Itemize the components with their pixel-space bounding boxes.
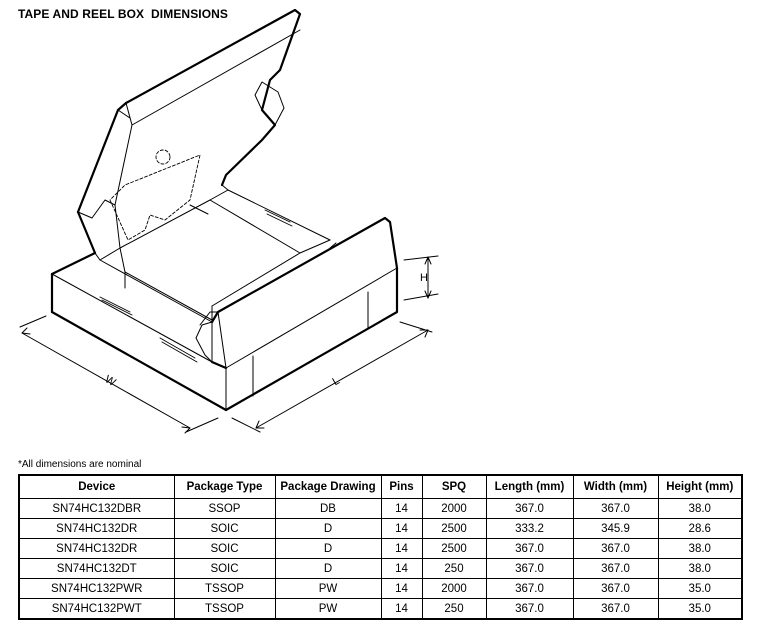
cell-spq: 2500 xyxy=(422,519,486,539)
cell-pins: 14 xyxy=(381,559,422,579)
table-row xyxy=(19,599,742,620)
box-inner-edges xyxy=(52,248,368,410)
box-floor xyxy=(120,190,330,320)
cell-width: 367.0 xyxy=(573,539,658,559)
cell-spq: 250 xyxy=(422,559,486,579)
cell-length: 367.0 xyxy=(486,559,573,579)
box-right-flap xyxy=(212,218,397,368)
box-body xyxy=(52,253,397,410)
cell-package-type: TSSOP xyxy=(174,599,275,620)
cell-package-drawing: D xyxy=(275,539,381,559)
dimension-h-label: H xyxy=(420,272,428,284)
table-row xyxy=(19,519,742,539)
cell-width: 367.0 xyxy=(573,559,658,579)
table-row xyxy=(19,499,742,519)
cell-width: 367.0 xyxy=(573,599,658,620)
cell-package-type: SOIC xyxy=(174,559,275,579)
cell-device: SN74HC132DBR xyxy=(19,499,174,519)
cell-device: SN74HC132DR xyxy=(19,539,174,559)
dimension-l-label: L xyxy=(330,374,342,389)
table-header-row xyxy=(19,475,742,499)
cell-width: 367.0 xyxy=(573,579,658,599)
cell-spq: 2500 xyxy=(422,539,486,559)
header-spq: SPQ xyxy=(422,475,486,499)
cell-pins: 14 xyxy=(381,499,422,519)
cell-length: 367.0 xyxy=(486,579,573,599)
cell-package-type: SSOP xyxy=(174,499,275,519)
cell-length: 367.0 xyxy=(486,499,573,519)
box-lid xyxy=(78,10,300,253)
cell-pins: 14 xyxy=(381,519,422,539)
cell-package-type: TSSOP xyxy=(174,579,275,599)
header-package-drawing: Package Drawing xyxy=(275,475,381,499)
cell-length: 367.0 xyxy=(486,539,573,559)
cell-package-drawing: D xyxy=(275,559,381,579)
cell-length: 333.2 xyxy=(486,519,573,539)
cell-spq: 250 xyxy=(422,599,486,620)
cell-device: SN74HC132PWT xyxy=(19,599,174,620)
table-row xyxy=(19,559,742,579)
cell-pins: 14 xyxy=(381,579,422,599)
header-device: Device xyxy=(19,475,174,499)
cell-package-drawing: PW xyxy=(275,579,381,599)
table-row xyxy=(19,579,742,599)
cell-length: 367.0 xyxy=(486,599,573,620)
cell-package-drawing: PW xyxy=(275,599,381,620)
header-pins: Pins xyxy=(381,475,422,499)
cell-package-drawing: DB xyxy=(275,499,381,519)
cell-package-type: SOIC xyxy=(174,519,275,539)
cell-height: 35.0 xyxy=(658,579,742,599)
page-title: TAPE AND REEL BOX DIMENSIONS xyxy=(18,7,229,21)
dimension-w-label: W xyxy=(102,373,118,389)
cell-height: 38.0 xyxy=(658,499,742,519)
cell-height: 35.0 xyxy=(658,599,742,620)
cell-width: 345.9 xyxy=(573,519,658,539)
cell-device: SN74HC132DR xyxy=(19,519,174,539)
table-row xyxy=(19,539,742,559)
cell-device: SN74HC132PWR xyxy=(19,579,174,599)
cell-width: 367.0 xyxy=(573,499,658,519)
header-package-type: Package Type xyxy=(174,475,275,499)
dimension-w xyxy=(20,316,218,433)
nominal-note: *All dimensions are nominal xyxy=(18,459,142,470)
cell-pins: 14 xyxy=(381,539,422,559)
cell-height: 38.0 xyxy=(658,559,742,579)
cell-device: SN74HC132DT xyxy=(19,559,174,579)
header-width: Width (mm) xyxy=(573,475,658,499)
cell-spq: 2000 xyxy=(422,499,486,519)
cell-pins: 14 xyxy=(381,599,422,620)
cell-package-drawing: D xyxy=(275,519,381,539)
cell-spq: 2000 xyxy=(422,579,486,599)
cell-height: 38.0 xyxy=(658,539,742,559)
cell-height: 28.6 xyxy=(658,519,742,539)
header-height: Height (mm) xyxy=(658,475,742,499)
header-length: Length (mm) xyxy=(486,475,573,499)
cell-package-type: SOIC xyxy=(174,539,275,559)
dimensions-table xyxy=(18,474,743,620)
